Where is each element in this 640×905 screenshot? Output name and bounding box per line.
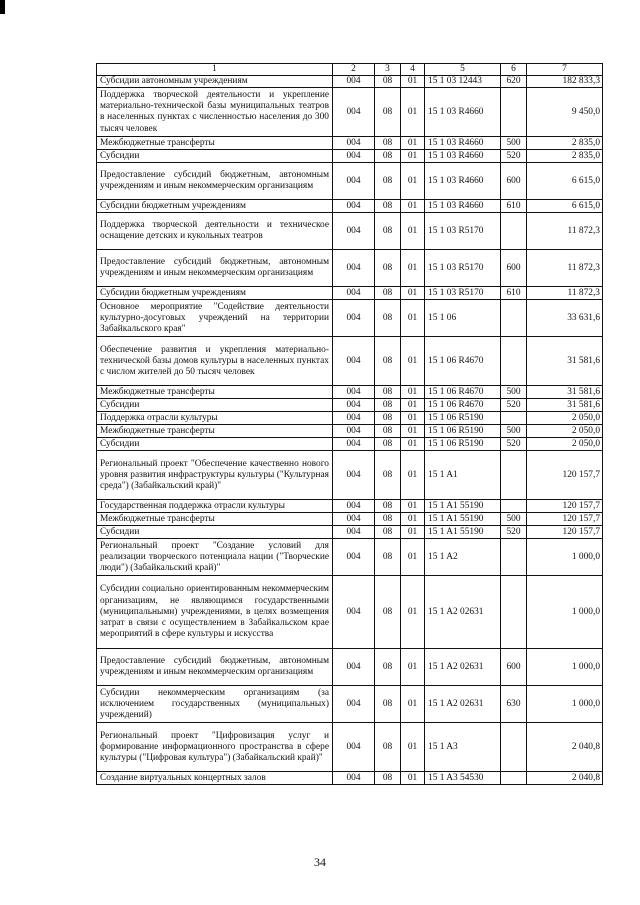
amount-cell: 120 157,7: [527, 451, 603, 500]
header-cell: 6: [501, 64, 527, 76]
admin-code-cell: 004: [333, 287, 375, 300]
section-cell: 08: [375, 137, 401, 150]
section-cell: 08: [375, 250, 401, 287]
expense-type-cell: [501, 576, 527, 649]
table-body: [97, 64, 603, 785]
admin-code-cell: 004: [333, 163, 375, 200]
amount-cell: 11 872,3: [527, 287, 603, 300]
amount-cell: 182 833,3: [527, 76, 603, 88]
target-code-cell: 15 1 03 R5170: [425, 250, 501, 287]
item-name-cell: Субсидии: [97, 438, 333, 451]
header-cell: 3: [375, 64, 401, 76]
amount-cell: 1 000,0: [527, 539, 603, 576]
expense-type-cell: [501, 300, 527, 337]
target-code-cell: 15 1 03 R5170: [425, 287, 501, 300]
item-name-cell: Региональный проект "Цифровизация услуг и формирование информационного пространства в сфере культуры ("Цифровая культура") (Забайкальский край)": [97, 723, 333, 772]
target-code-cell: 15 1 06 R5190: [425, 412, 501, 425]
expense-type-cell: 520: [501, 438, 527, 451]
item-name-cell: Межбюджетные трансферты: [97, 137, 333, 150]
table-row: [97, 526, 603, 539]
admin-code-cell: 004: [333, 723, 375, 772]
expense-type-cell: [501, 213, 527, 250]
amount-cell: 2 835,0: [527, 137, 603, 150]
section-cell: 08: [375, 88, 401, 137]
admin-code-cell: 004: [333, 500, 375, 513]
target-code-cell: 15 1 A3: [425, 723, 501, 772]
expense-type-cell: 610: [501, 287, 527, 300]
target-code-cell: 15 1 06 R4670: [425, 386, 501, 399]
item-name-cell: Предоставление субсидий бюджетным, автономным учреждениям и иным некоммерческим организациям: [97, 250, 333, 287]
subsection-cell: 01: [401, 386, 425, 399]
table-row: [97, 451, 603, 500]
item-name-cell: Региональный проект "Создание условий для реализации творческого потенциала нации ("Творческие люди") (Забайкальский край)": [97, 539, 333, 576]
admin-code-cell: 004: [333, 425, 375, 438]
admin-code-cell: 004: [333, 649, 375, 686]
admin-code-cell: 004: [333, 137, 375, 150]
table-row: [97, 200, 603, 213]
admin-code-cell: 004: [333, 386, 375, 399]
section-cell: 08: [375, 337, 401, 386]
subsection-cell: 01: [401, 412, 425, 425]
expense-type-cell: [501, 88, 527, 137]
item-name-cell: Поддержка творческой деятельности и техническое оснащение детских и кукольных театров: [97, 213, 333, 250]
corner-mark: [0, 0, 5, 14]
admin-code-cell: 004: [333, 438, 375, 451]
admin-code-cell: 004: [333, 150, 375, 163]
expense-type-cell: 600: [501, 163, 527, 200]
admin-code-cell: 004: [333, 399, 375, 412]
section-cell: 08: [375, 386, 401, 399]
item-name-cell: Межбюджетные трансферты: [97, 425, 333, 438]
header-row: [97, 64, 603, 76]
amount-cell: 2 835,0: [527, 150, 603, 163]
expense-type-cell: [501, 451, 527, 500]
amount-cell: 120 157,7: [527, 500, 603, 513]
item-name-cell: Субсидии социально ориентированным некоммерческим организациям, не являющимся государственными (муниципальными) учреждениями, в целях возмещения затрат в связи с осуществлением в Забайкальском крае мероприятий в сфере культуры и искусства: [97, 576, 333, 649]
subsection-cell: 01: [401, 150, 425, 163]
target-code-cell: 15 1 A1: [425, 451, 501, 500]
expense-type-cell: [501, 723, 527, 772]
admin-code-cell: 004: [333, 300, 375, 337]
amount-cell: 31 581,6: [527, 399, 603, 412]
section-cell: 08: [375, 500, 401, 513]
subsection-cell: 01: [401, 686, 425, 723]
item-name-cell: Межбюджетные трансферты: [97, 386, 333, 399]
target-code-cell: 15 1 A1 55190: [425, 500, 501, 513]
item-name-cell: Поддержка творческой деятельности и укрепление материально-технической базы муниципальных театров в населенных пунктах с численностью населения до 300 тысяч человек: [97, 88, 333, 137]
amount-cell: 31 581,6: [527, 386, 603, 399]
target-code-cell: 15 1 06 R4670: [425, 399, 501, 412]
item-name-cell: Межбюджетные трансферты: [97, 513, 333, 526]
admin-code-cell: 004: [333, 250, 375, 287]
section-cell: 08: [375, 513, 401, 526]
amount-cell: 2 040,8: [527, 772, 603, 785]
amount-cell: 2 050,0: [527, 412, 603, 425]
header-cell: 4: [401, 64, 425, 76]
table-row: [97, 88, 603, 137]
amount-cell: 2 050,0: [527, 425, 603, 438]
table-row: [97, 150, 603, 163]
table-row: [97, 250, 603, 287]
target-code-cell: 15 1 A2 02631: [425, 686, 501, 723]
item-name-cell: Региональный проект "Обеспечение качественно нового уровня развития инфраструктуры культуры ("Культурная среда") (Забайкальский край)": [97, 451, 333, 500]
section-cell: 08: [375, 425, 401, 438]
table-row: [97, 686, 603, 723]
table-row: [97, 412, 603, 425]
table-row: [97, 287, 603, 300]
item-name-cell: Субсидии: [97, 526, 333, 539]
admin-code-cell: 004: [333, 412, 375, 425]
item-name-cell: Поддержка отрасли культуры: [97, 412, 333, 425]
subsection-cell: 01: [401, 76, 425, 88]
admin-code-cell: 004: [333, 539, 375, 576]
admin-code-cell: 004: [333, 451, 375, 500]
subsection-cell: 01: [401, 300, 425, 337]
subsection-cell: 01: [401, 649, 425, 686]
subsection-cell: 01: [401, 526, 425, 539]
section-cell: 08: [375, 451, 401, 500]
section-cell: 08: [375, 200, 401, 213]
admin-code-cell: 004: [333, 76, 375, 88]
target-code-cell: 15 1 03 R4660: [425, 137, 501, 150]
table-row: [97, 576, 603, 649]
item-name-cell: Субсидии автономным учреждениям: [97, 76, 333, 88]
expense-type-cell: 500: [501, 386, 527, 399]
subsection-cell: 01: [401, 425, 425, 438]
section-cell: 08: [375, 163, 401, 200]
subsection-cell: 01: [401, 576, 425, 649]
amount-cell: 11 872,3: [527, 250, 603, 287]
subsection-cell: 01: [401, 500, 425, 513]
header-cell: 7: [527, 64, 603, 76]
admin-code-cell: 004: [333, 337, 375, 386]
target-code-cell: 15 1 A1 55190: [425, 526, 501, 539]
section-cell: 08: [375, 287, 401, 300]
amount-cell: 2 040,8: [527, 723, 603, 772]
subsection-cell: 01: [401, 438, 425, 451]
section-cell: 08: [375, 438, 401, 451]
section-cell: 08: [375, 213, 401, 250]
admin-code-cell: 004: [333, 772, 375, 785]
admin-code-cell: 004: [333, 576, 375, 649]
expense-type-cell: 600: [501, 250, 527, 287]
amount-cell: 9 450,0: [527, 88, 603, 137]
section-cell: 08: [375, 300, 401, 337]
amount-cell: 31 581,6: [527, 337, 603, 386]
table-row: [97, 137, 603, 150]
section-cell: 08: [375, 526, 401, 539]
expense-type-cell: 600: [501, 649, 527, 686]
expense-type-cell: [501, 500, 527, 513]
admin-code-cell: 004: [333, 526, 375, 539]
expense-type-cell: 610: [501, 200, 527, 213]
target-code-cell: 15 1 03 R5170: [425, 213, 501, 250]
expense-type-cell: [501, 539, 527, 576]
header-cell: 2: [333, 64, 375, 76]
target-code-cell: 15 1 A2 02631: [425, 649, 501, 686]
expense-type-cell: 520: [501, 150, 527, 163]
target-code-cell: 15 1 06 R4670: [425, 337, 501, 386]
admin-code-cell: 004: [333, 213, 375, 250]
target-code-cell: 15 1 A1 55190: [425, 513, 501, 526]
subsection-cell: 01: [401, 723, 425, 772]
table-row: [97, 213, 603, 250]
item-name-cell: Субсидии бюджетным учреждениям: [97, 287, 333, 300]
expense-type-cell: 500: [501, 425, 527, 438]
table-row: [97, 300, 603, 337]
page-number: 34: [314, 855, 326, 869]
target-code-cell: 15 1 06 R5190: [425, 425, 501, 438]
target-code-cell: 15 1 03 R4660: [425, 163, 501, 200]
expense-type-cell: 500: [501, 137, 527, 150]
item-name-cell: Субсидии: [97, 399, 333, 412]
target-code-cell: 15 1 06: [425, 300, 501, 337]
table-row: [97, 337, 603, 386]
item-name-cell: Субсидии бюджетным учреждениям: [97, 200, 333, 213]
table-row: [97, 399, 603, 412]
subsection-cell: 01: [401, 250, 425, 287]
target-code-cell: 15 1 06 R5190: [425, 438, 501, 451]
item-name-cell: Предоставление субсидий бюджетным, автономным учреждениям и иным некоммерческим организациям: [97, 649, 333, 686]
expense-type-cell: [501, 337, 527, 386]
target-code-cell: 15 1 A3 54530: [425, 772, 501, 785]
table-row: [97, 163, 603, 200]
subsection-cell: 01: [401, 213, 425, 250]
amount-cell: 120 157,7: [527, 513, 603, 526]
target-code-cell: 15 1 A2: [425, 539, 501, 576]
table-row: [97, 425, 603, 438]
section-cell: 08: [375, 772, 401, 785]
section-cell: 08: [375, 412, 401, 425]
amount-cell: 6 615,0: [527, 200, 603, 213]
item-name-cell: Субсидии: [97, 150, 333, 163]
subsection-cell: 01: [401, 539, 425, 576]
amount-cell: 2 050,0: [527, 438, 603, 451]
item-name-cell: Обеспечение развития и укрепления материально-технической базы домов культуры в населенных пунктах с числом жителей до 50 тысяч человек: [97, 337, 333, 386]
target-code-cell: 15 1 03 R4660: [425, 150, 501, 163]
subsection-cell: 01: [401, 337, 425, 386]
table-row: [97, 386, 603, 399]
amount-cell: 11 872,3: [527, 213, 603, 250]
expense-type-cell: 500: [501, 513, 527, 526]
header-cell: 5: [425, 64, 501, 76]
table-row: [97, 438, 603, 451]
subsection-cell: 01: [401, 451, 425, 500]
expense-type-cell: 630: [501, 686, 527, 723]
subsection-cell: 01: [401, 88, 425, 137]
expense-type-cell: 520: [501, 526, 527, 539]
section-cell: 08: [375, 576, 401, 649]
table-row: [97, 539, 603, 576]
subsection-cell: 01: [401, 287, 425, 300]
admin-code-cell: 004: [333, 88, 375, 137]
table-row: [97, 772, 603, 785]
budget-table: [96, 63, 603, 785]
table-row: [97, 76, 603, 88]
amount-cell: 1 000,0: [527, 576, 603, 649]
target-code-cell: 15 1 03 12443: [425, 76, 501, 88]
amount-cell: 6 615,0: [527, 163, 603, 200]
amount-cell: 120 157,7: [527, 526, 603, 539]
subsection-cell: 01: [401, 137, 425, 150]
expense-type-cell: 620: [501, 76, 527, 88]
section-cell: 08: [375, 539, 401, 576]
item-name-cell: Предоставление субсидий бюджетным, автономным учреждениям и иным некоммерческим организациям: [97, 163, 333, 200]
subsection-cell: 01: [401, 513, 425, 526]
amount-cell: 1 000,0: [527, 686, 603, 723]
admin-code-cell: 004: [333, 513, 375, 526]
item-name-cell: Государственная поддержка отрасли культуры: [97, 500, 333, 513]
table-row: [97, 513, 603, 526]
target-code-cell: 15 1 03 R4660: [425, 200, 501, 213]
section-cell: 08: [375, 76, 401, 88]
table-row: [97, 649, 603, 686]
expense-type-cell: [501, 412, 527, 425]
subsection-cell: 01: [401, 772, 425, 785]
expense-type-cell: [501, 772, 527, 785]
subsection-cell: 01: [401, 399, 425, 412]
amount-cell: 33 631,6: [527, 300, 603, 337]
table-row: [97, 723, 603, 772]
section-cell: 08: [375, 686, 401, 723]
amount-cell: 1 000,0: [527, 649, 603, 686]
section-cell: 08: [375, 399, 401, 412]
item-name-cell: Основное мероприятие "Содействие деятельности культурно-досуговых учреждений на территории Забайкальского края": [97, 300, 333, 337]
section-cell: 08: [375, 723, 401, 772]
section-cell: 08: [375, 649, 401, 686]
target-code-cell: 15 1 03 R4660: [425, 88, 501, 137]
item-name-cell: Создание виртуальных концертных залов: [97, 772, 333, 785]
admin-code-cell: 004: [333, 686, 375, 723]
admin-code-cell: 004: [333, 200, 375, 213]
expense-type-cell: 520: [501, 399, 527, 412]
section-cell: 08: [375, 150, 401, 163]
table-row: [97, 500, 603, 513]
item-name-cell: Субсидии некоммерческим организациям (за исключением государственных (муниципальных) учреждений): [97, 686, 333, 723]
subsection-cell: 01: [401, 163, 425, 200]
target-code-cell: 15 1 A2 02631: [425, 576, 501, 649]
subsection-cell: 01: [401, 200, 425, 213]
header-cell: 1: [97, 64, 333, 76]
